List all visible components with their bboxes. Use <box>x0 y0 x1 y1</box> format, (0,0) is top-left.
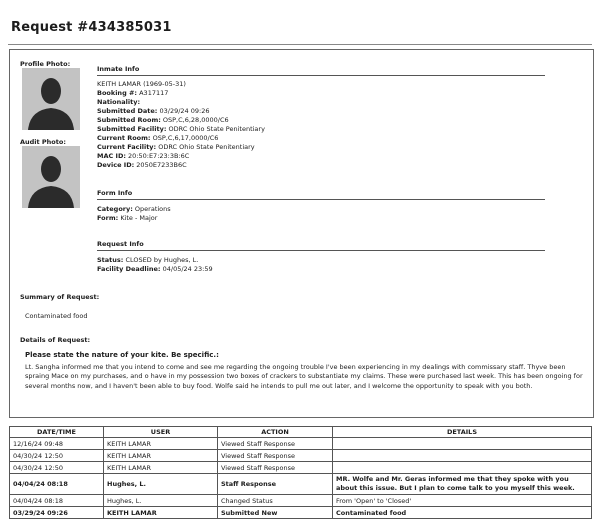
form-info-divider <box>97 199 545 200</box>
details-label: Details of Request: <box>20 336 91 344</box>
details-question: Please state the nature of your kite. Be specific.: <box>25 351 219 359</box>
page-title: Request #434385031 <box>11 20 172 35</box>
row-action: Viewed Staff Response <box>218 462 333 474</box>
row-action: Staff Response <box>218 474 333 495</box>
row-user: KEITH LAMAR <box>104 462 218 474</box>
row-action: Viewed Staff Response <box>218 450 333 462</box>
table-row <box>10 474 592 495</box>
history-table <box>9 426 592 519</box>
row-date: 12/16/24 09:48 <box>10 438 104 450</box>
row-action: Changed Status <box>218 495 333 507</box>
row-date: 04/30/24 12:50 <box>10 462 104 474</box>
history-header-row <box>10 427 592 438</box>
current-facility-field: Current Facility: ODRC Ohio State Penitentiary <box>97 143 255 151</box>
row-date: 04/04/24 08:18 <box>10 474 104 495</box>
column-header-user: USER <box>104 427 218 438</box>
inmate-info-heading: Inmate Info <box>97 65 140 73</box>
summary-value: Contaminated food <box>25 312 88 320</box>
submitted-date-field: Submitted Date: 03/29/24 09:26 <box>97 107 210 115</box>
profile-photo-label: Profile Photo: <box>20 60 71 68</box>
summary-label: Summary of Request: <box>20 293 100 301</box>
row-details: From 'Open' to 'Closed' <box>333 495 592 507</box>
column-header-date: DATE/TIME <box>10 427 104 438</box>
inmate-info-divider <box>97 75 545 76</box>
category-field: Category: Operations <box>97 205 171 213</box>
column-header-details: DETAILS <box>333 427 592 438</box>
row-details <box>333 438 592 450</box>
row-user: Hughes, L. <box>104 474 218 495</box>
row-action: Viewed Staff Response <box>218 438 333 450</box>
details-body: Lt. Sangha informed me that you intend to come and see me regarding the ongoing trouble I've been experiencing in my dealings with commissary staff. Thyve been spraing Mace on my purchases, and o have in my possession two boxes of crackers to substantiate my claims. These were purchased last week. This has been ongoing for several months now, and I haven't been able to buy food. Wolfe said he intends to pull me out later, and I welcome the opportunity to speak with you both. <box>25 363 583 390</box>
submitted-facility-field: Submitted Facility: ODRC Ohio State Penitentiary <box>97 125 265 133</box>
submitted-room-field: Submitted Room: OSP,C,6,28,0000/C6 <box>97 116 229 124</box>
profile-photo <box>22 68 80 130</box>
row-action: Submitted New <box>218 507 333 519</box>
request-info-heading: Request Info <box>97 240 144 248</box>
table-row <box>10 438 592 450</box>
booking-number-field: Booking #: A317117 <box>97 89 169 97</box>
row-date: 04/04/24 08:18 <box>10 495 104 507</box>
audit-photo <box>22 146 80 208</box>
row-user: KEITH LAMAR <box>104 438 218 450</box>
row-details <box>333 462 592 474</box>
column-header-action: ACTION <box>218 427 333 438</box>
device-id-field: Device ID: 2050E7233B6C <box>97 161 187 169</box>
person-silhouette-icon <box>22 68 80 130</box>
row-user: KEITH LAMAR <box>104 450 218 462</box>
table-row <box>10 462 592 474</box>
row-user: Hughes, L. <box>104 495 218 507</box>
title-divider <box>8 44 592 45</box>
current-room-field: Current Room: OSP,C,6,17,0000/C6 <box>97 134 219 142</box>
table-row <box>10 507 592 519</box>
table-row <box>10 450 592 462</box>
row-details: MR. Wolfe and Mr. Geras informed me that they spoke with you about this issue. But I plan to come talk to you myself this week. <box>333 474 592 495</box>
facility-deadline-field: Facility Deadline: 04/05/24 23:59 <box>97 265 213 273</box>
form-type-field: Form: Kite - Major <box>97 214 158 222</box>
row-date: 04/30/24 12:50 <box>10 450 104 462</box>
person-silhouette-icon <box>22 146 80 208</box>
inmate-name-field: KEITH LAMAR (1969-05-31) <box>97 80 186 88</box>
form-info-heading: Form Info <box>97 189 133 197</box>
row-date: 03/29/24 09:26 <box>10 507 104 519</box>
table-row <box>10 495 592 507</box>
request-info-divider <box>97 250 545 251</box>
audit-photo-label: Audit Photo: <box>20 138 66 146</box>
row-details <box>333 450 592 462</box>
row-user: KEITH LAMAR <box>104 507 218 519</box>
row-details: Contaminated food <box>333 507 592 519</box>
status-field: Status: CLOSED by Hughes, L. <box>97 256 199 264</box>
nationality-field: Nationality: <box>97 98 141 106</box>
mac-id-field: MAC ID: 20:50:E7:23:3B:6C <box>97 152 190 160</box>
